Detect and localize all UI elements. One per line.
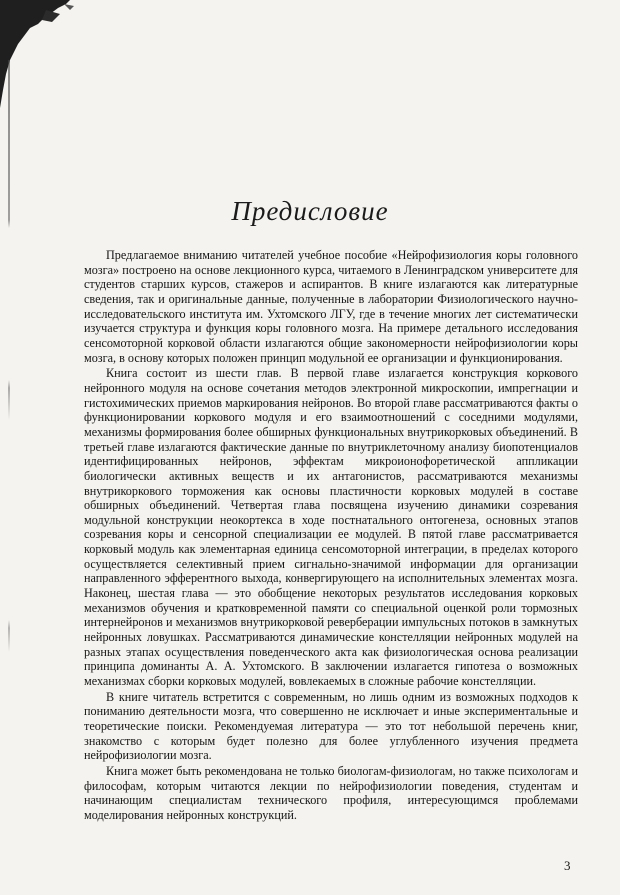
paragraph-1: Предлагаемое вниманию читателей учебное пособие «Нейрофизиология коры головного мозга» построено на основе лекционного курса, читаемого в Ленинградском университете для студентов старших курсов, стажеров и аспирантов. В книге излагаются как литературные сведения, так и оригинальные данные, полученные в лаборатории Физиологического научно-исследовательского института им. Ухтомского ЛГУ, где в течение многих лет систематически изучается структура и функция коры головного мозга. На примере детального исследования сенсомоторной корковой области излагаются общие закономерности нейрофизиологии коры мозга, в основу которых положен принцип модульной ее организации и функционирования.	[84, 248, 578, 365]
paragraph-3: В книге читатель встретится с современным, но лишь одним из возможных подходов к пониманию деятельности мозга, что совершенно не исключает и иные экспериментальные и теоретические поиски. Рекомендуемая литература — это тот небольшой перечень книг, знакомство с которым будет полезно для более углубленного изучения предмета нейрофизиологии мозга.	[84, 689, 578, 763]
scan-left-edge	[8, 60, 10, 860]
preface-title: Предисловие	[231, 196, 389, 226]
scan-corner-artifact	[0, 0, 90, 110]
page-number: 3	[564, 858, 571, 873]
paragraph-4: Книга может быть рекомендована не только биологам-физиологам, но также психологам и философам, которым читаются лекции по нейрофизиологии поведения, студентам и начинающим специалистам технического профиля, интересующимся проблемами моделирования нейронных конструкций.	[84, 763, 578, 822]
paragraph-2: Книга состоит из шести глав. В первой главе излагается конструкция коркового нейронного модуля на основе сочетания методов электронной микроскопии, импрегнации и гистохимических приемов маркирования нейронов. Во второй главе рассматриваются факты о функционировании коркового модуля и его взаимоотношений с соседними модулями, механизмы формирования более обширных функциональных внутрикорковых объединений. В третьей главе излагаются фактические данные по внутриклеточному анализу биопотенциалов идентифицированных нейронов, эффектам микроионофоретической аппликации биологически активных веществ и их антагонистов, рассматриваются механизмы внутрикоркового торможения как основы пластичности корковых модулей в составе обширных объединений. Четвертая глава посвящена изучению динамики созревания модульной конструкции неокортекса в ходе постнатального онтогенеза, основных этапов созревания коры и сенсорной специализации ее модулей. В пятой главе рассматривается корковый модуль как элементарная единица сенсомоторной интеграции, в пределах которого осуществляется селективный прием сигнально-значимой информации для организации направленного эфферентного выхода, конвергирующего на исполнительных элементах мозга. Наконец, шестая глава — это обобщение некоторых результатов исследования корковых механизмов обучения и кратковременной памяти со специальной оценкой роли тормозных интернейронов и механизмов внутрикорковой реверберации импульсных потоков в замкнутых нейронных ловушках. Рассматриваются динамические констелляции нейронных модулей на разных этапах осуществления поведенческого акта как физиологическая основа реализации принципа доминанты А. А. Ухтомского. В заключении излагается гипотеза о возможных механизмах сборки корковых модулей, вовлекаемых в сложные рабочие констелляции.	[84, 366, 578, 689]
preface-body	[84, 248, 578, 823]
